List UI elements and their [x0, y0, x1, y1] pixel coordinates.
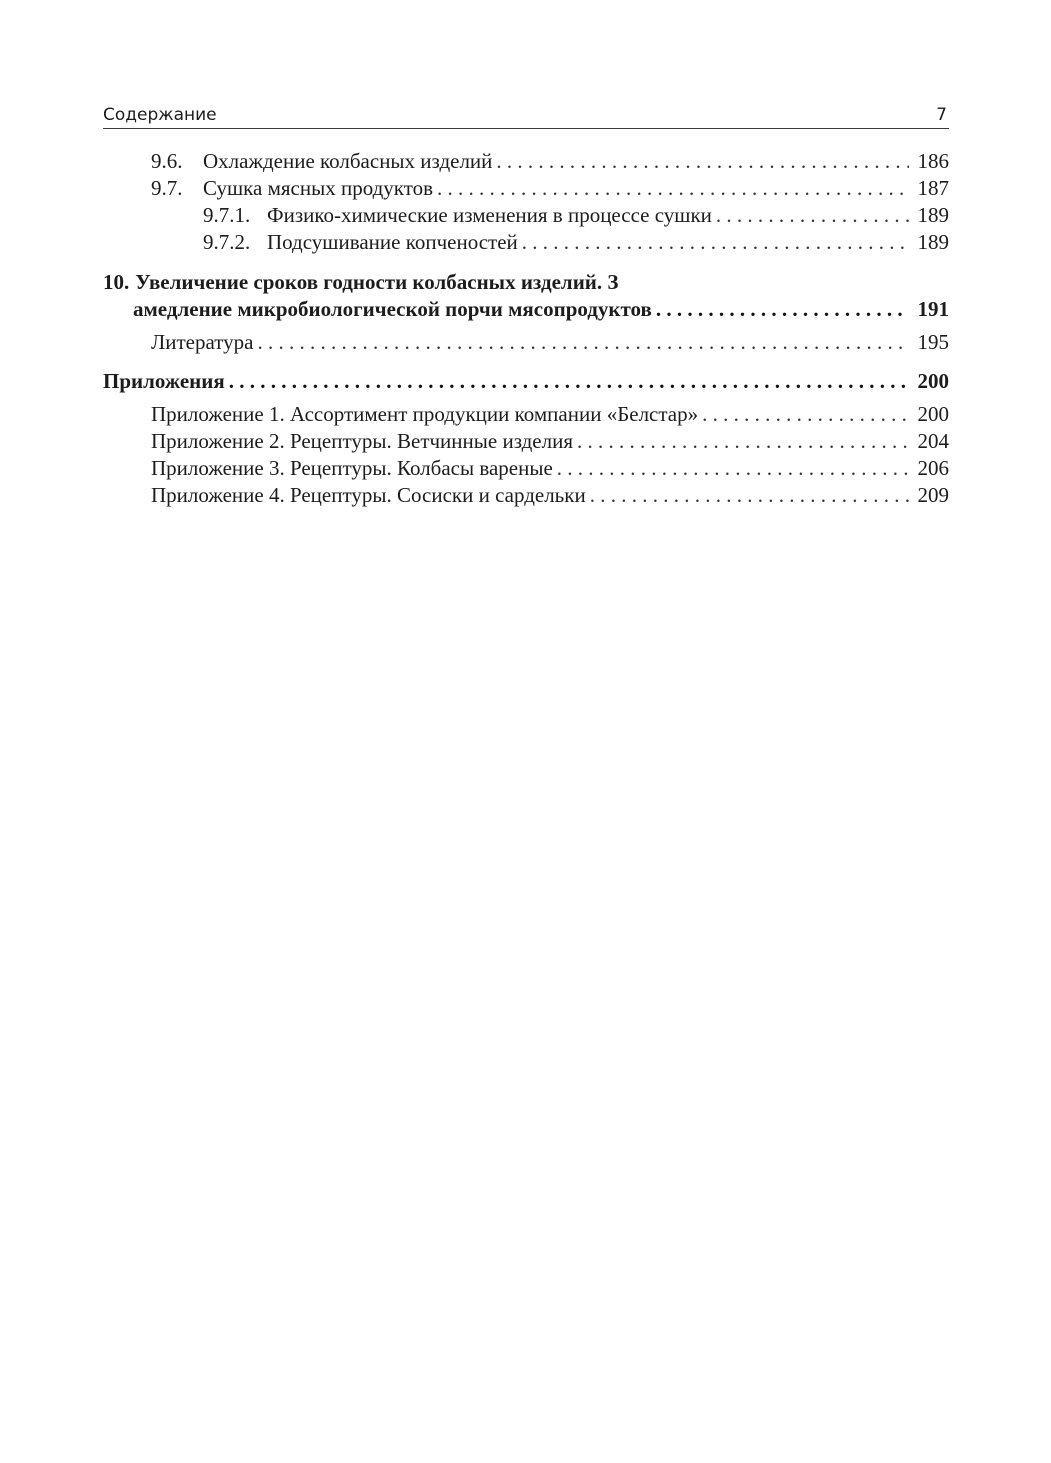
toc-entry-title: Охлаждение колбасных изделий: [203, 149, 493, 173]
dot-leader: [557, 455, 909, 482]
toc-entry-title: Физико-химические изменения в процессе сушки: [267, 203, 712, 227]
toc-entry-page: 195: [917, 330, 949, 354]
toc-entry[interactable]: [103, 148, 949, 175]
toc-entry[interactable]: [103, 202, 949, 229]
toc-entry-page: 187: [917, 176, 949, 200]
toc-entry-page: 204: [917, 429, 949, 453]
dot-leader: [577, 428, 909, 455]
dot-leader: [702, 401, 909, 428]
toc-entry-number: 9.7.2.: [203, 230, 251, 254]
toc-chapter-title-line1: Увеличение сроков годности колбасных изделий. З: [135, 270, 619, 294]
toc-entry-page: 200: [917, 369, 949, 393]
running-header-title: Содержание: [103, 105, 217, 125]
toc-entry-number: 9.7.: [151, 176, 183, 200]
toc-entry-page: 209: [917, 483, 949, 507]
toc-entry-title: Литература: [151, 330, 254, 354]
toc-entry-page: 206: [917, 456, 949, 480]
dot-leader: [522, 229, 909, 256]
dot-leader: [590, 482, 909, 509]
toc-entry-appendix[interactable]: [103, 428, 949, 455]
toc-chapter-title-line2: амедление микробиологической порчи мясопродуктов: [133, 297, 652, 321]
toc-entry-title: Приложение 4. Рецептуры. Сосиски и сардельки: [151, 483, 586, 507]
toc-entry[interactable]: [103, 229, 949, 256]
toc-entry-appendix[interactable]: [103, 455, 949, 482]
toc-entry-title: Приложение 2. Рецептуры. Ветчинные изделия: [151, 429, 573, 453]
dot-leader: [716, 202, 909, 229]
toc-entry-appendices[interactable]: [103, 368, 949, 395]
toc-entry[interactable]: [103, 175, 949, 202]
toc-entry-title: Приложение 3. Рецептуры. Колбасы вареные: [151, 456, 553, 480]
toc-entry-number: 9.7.1.: [203, 203, 251, 227]
toc-entry-appendix[interactable]: [103, 401, 949, 428]
dot-leader: [437, 175, 909, 202]
toc-entry-appendix[interactable]: [103, 482, 949, 509]
toc-chapter-page: 191: [917, 297, 949, 321]
toc-entry-title: Подсушивание копченостей: [267, 230, 518, 254]
toc-entry-page: 186: [917, 149, 949, 173]
toc-chapter-number: 10.: [103, 270, 130, 294]
toc-entry-literature[interactable]: [103, 329, 949, 356]
dot-leader: [257, 329, 909, 356]
toc-chapter-10-line2[interactable]: [103, 296, 949, 323]
toc-entry-title: Приложение 1. Ассортимент продукции компании «Белстар»: [151, 402, 699, 426]
toc-entry-page: 189: [917, 230, 949, 254]
toc-entry-page: 189: [917, 203, 949, 227]
toc-entry-number: 9.6.: [151, 149, 183, 173]
dot-leader: [229, 368, 907, 395]
toc-entry-title: Приложения: [103, 369, 225, 393]
toc-entry-title: Сушка мясных продуктов: [203, 176, 434, 200]
dot-leader: [496, 148, 909, 175]
page-number: 7: [936, 105, 947, 125]
dot-leader: [656, 296, 907, 323]
running-header: [103, 104, 949, 129]
toc-entry-page: 200: [917, 402, 949, 426]
toc-chapter-10-line1[interactable]: [103, 269, 619, 296]
